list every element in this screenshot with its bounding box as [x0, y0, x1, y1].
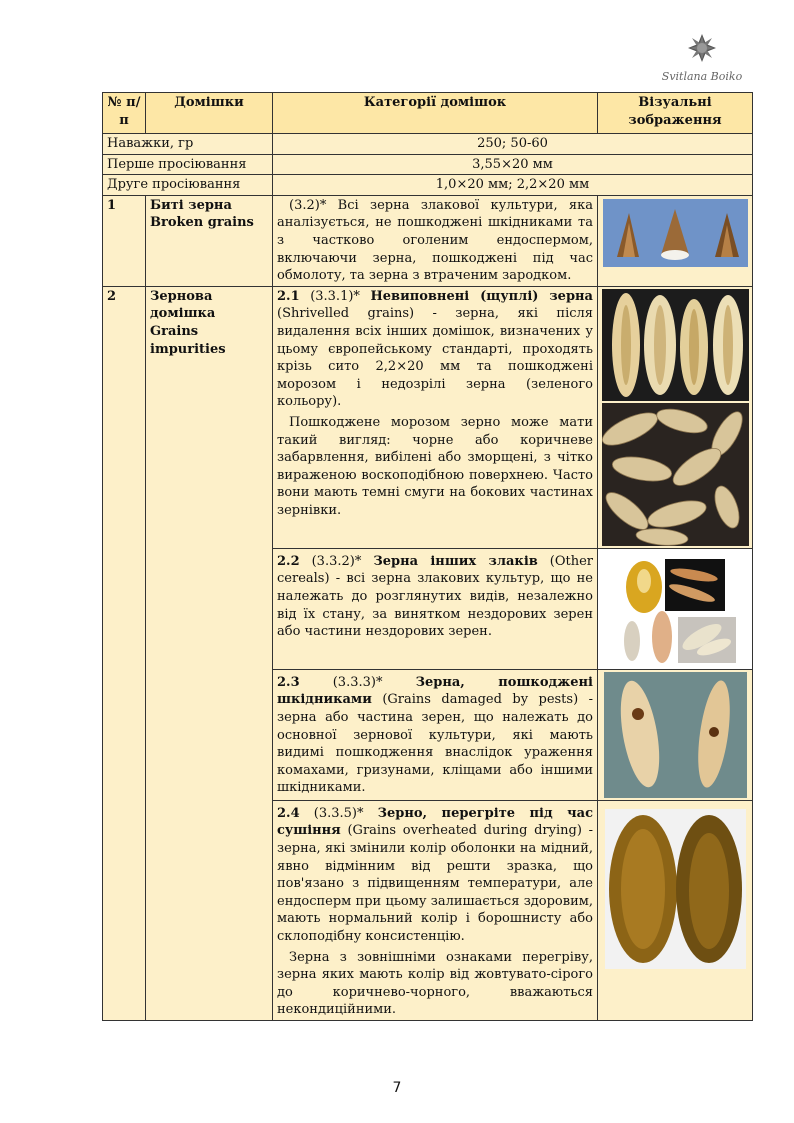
impurity-name-en: Broken grains: [150, 215, 254, 231]
shrivelled-grains-description: 2.1 (3.3.1)* Невиповнені (щуплі) зерна (Shrivelled grains) - зерна, які після видалення всіх інших домішок, визначених у цьому європейському стандарті, проходять крізь сито 2,2×20 мм та пошкоджені морозом і недозрілі зерна (зеленого кольору). Пошкоджене морозом зерно може мати такий вигляд: чорне або коричневе забарвлення, вибілені або зморщені, з чітко вираженою воскоподібною поверхнею. Часто вони мають темні смуги на бокових частинах зернівки.: [273, 286, 598, 548]
header-category: Категорії домішок: [273, 93, 598, 134]
lotus-emblem-icon: [688, 34, 716, 62]
weights-value: 250; 50-60: [273, 134, 753, 155]
impurity-name-ua: Биті зерна: [150, 197, 232, 213]
second-sieving-value: 1,0×20 мм; 2,2×20 мм: [273, 175, 753, 196]
grains-impurities-row: [103, 286, 753, 548]
second-sieving-label: Друге просіювання: [103, 175, 273, 196]
impurity-name-en: Grains impurities: [150, 323, 226, 357]
header-num: № п/п: [103, 93, 146, 134]
row-number: 2: [103, 286, 146, 1020]
overheated-grains-image: [598, 800, 753, 1020]
weights-label: Наважки, гр: [103, 134, 273, 155]
shrivelled-grains-image: [598, 286, 753, 548]
pest-damaged-description: 2.3 (3.3.3)* Зерна, пошкоджені шкідниками (Grains damaged by pests) - зерна або частина зерен, що належать до основної зернової культури, які мають видимі пошкодження внаслідок ураження комахами, гризунами, кліщами або іншими шкідниками.: [273, 669, 598, 800]
header-row: [103, 93, 753, 134]
author-logo: [650, 30, 755, 90]
header-visual: Візуальні зображення: [598, 93, 753, 134]
impurity-name: [146, 195, 273, 286]
impurity-name: [146, 286, 273, 1020]
first-sieving-row: [103, 154, 753, 175]
category-description: (3.2)* Всі зерна злакової культури, яка аналізується, не пошкоджені шкідниками та з частково оголеним ендоспермом, включаючи зерна, пошкоджені під час обмолоту, та зерна з втраченим зародком.: [273, 195, 598, 286]
row-number: 1: [103, 195, 146, 286]
second-sieving-row: [103, 175, 753, 196]
first-sieving-value: 3,55×20 мм: [273, 154, 753, 175]
page-number: 7: [392, 1080, 402, 1096]
impurities-table: [102, 92, 753, 1021]
first-sieving-label: Перше просіювання: [103, 154, 273, 175]
overheated-description: 2.4 (3.3.5)* Зерно, перегріте під час сушіння (Grains overheated during drying) - зерна, які змінили колір оболонки на мідний, явно відмінним від решти зразка, що пов'язано з підвищенням температури, але ендосперм при цьому залишається здоровим, мають нормальний колір і борошнисту або склоподібну консистенцію. Зерна з зовнішніми ознаками перегріву, зерна яких мають колір від жовтувато-сірого до коричнево-чорного, вважаються некондиційними.: [273, 800, 598, 1020]
logo-signature: Svitlana Boiko: [661, 70, 743, 83]
broken-grains-image: [598, 195, 753, 286]
weights-row: [103, 134, 753, 155]
other-cereals-description: 2.2 (3.3.2)* Зерна інших злаків (Other cereals) - всі зерна злакових культур, що не належать до розглянутих видів, незалежно від їх стану, за винятком нездорових зерен або частини нездорових зерен.: [273, 548, 598, 669]
broken-grains-row: [103, 195, 753, 286]
pest-damaged-image: [598, 669, 753, 800]
other-cereals-image: [598, 548, 753, 669]
header-name: Домішки: [146, 93, 273, 134]
impurity-name-ua: Зернова домішка: [150, 288, 216, 322]
